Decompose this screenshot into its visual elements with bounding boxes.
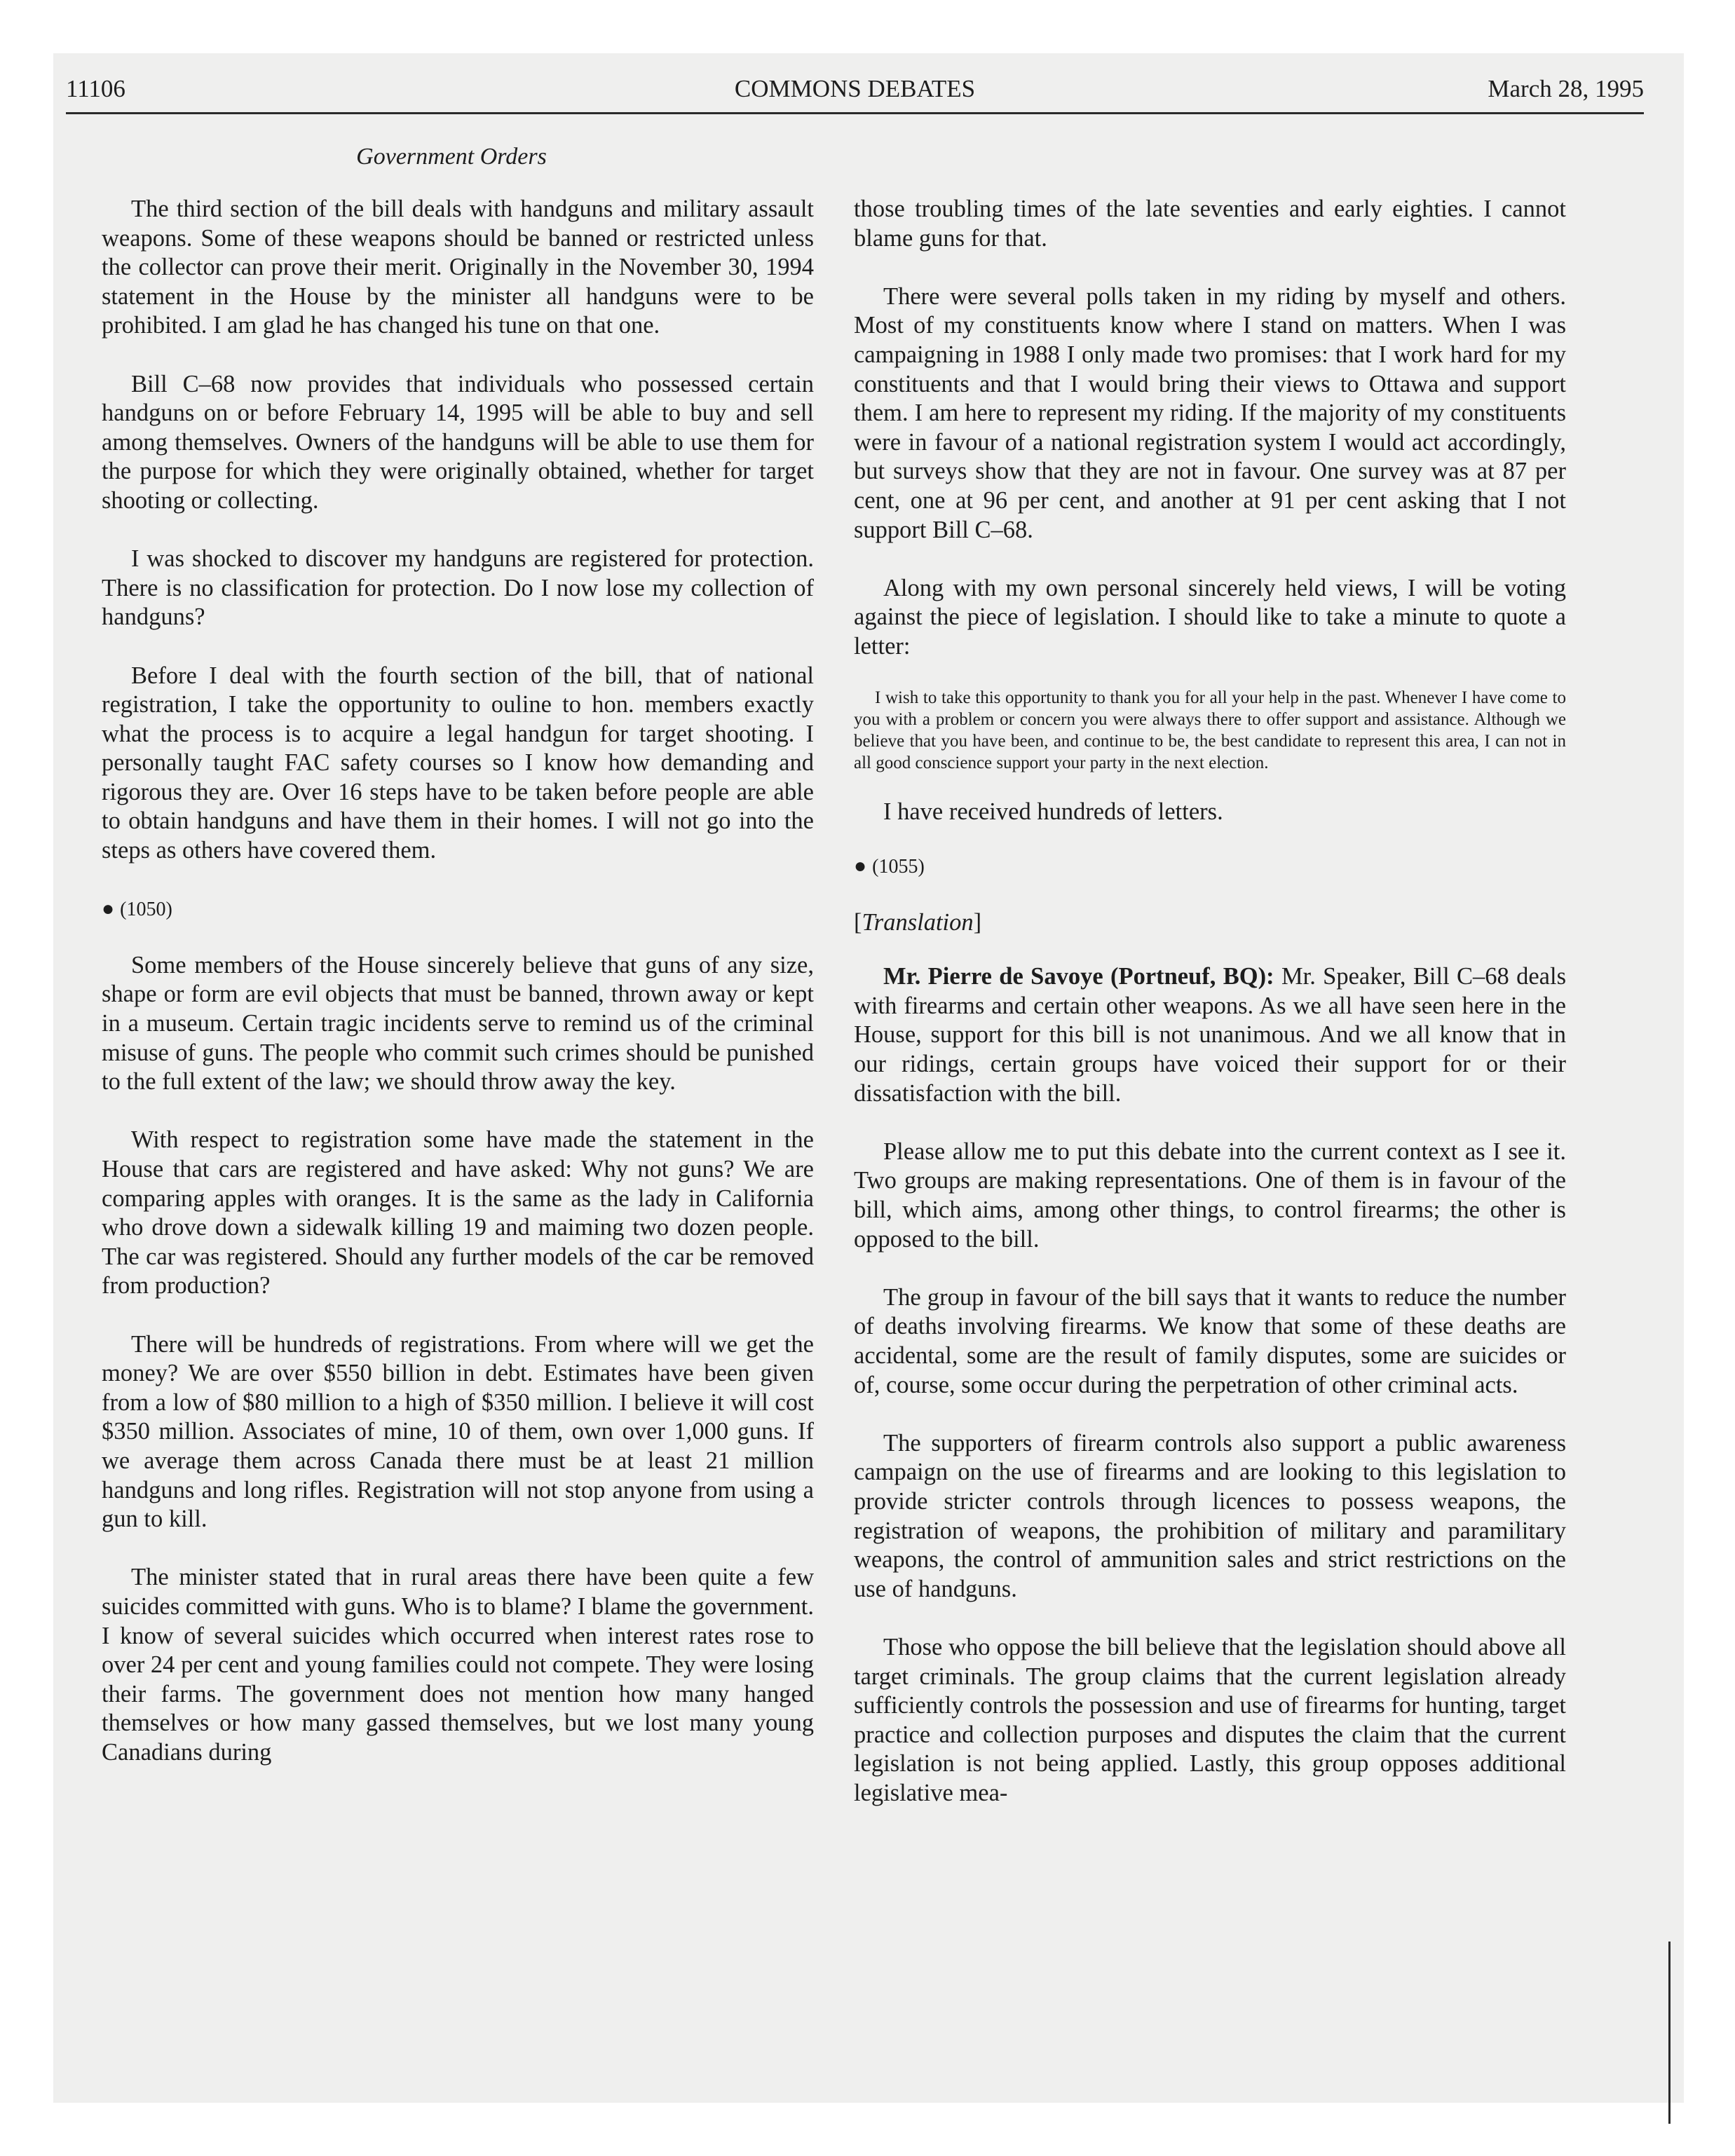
paragraph: With respect to registration some have made the statement in the House that cars are registered and have asked: Why not guns? We are comparing apples with oranges. It is the same as the lady in California who drove down a sidewalk killing 19 and maiming two dozen people. The car was registered. Should any further models of the car be removed from production? (102, 1126, 814, 1299)
time-marker: ● (1055) (854, 854, 925, 878)
left-column (102, 195, 814, 1796)
paragraph: The group in favour of the bill says that it wants to reduce the number of deaths involving firearms. We know that some of these deaths are accidental, some are the result of family disputes, some are suicides or of, course, some occur during the perpetration of other criminal acts. (854, 1283, 1566, 1398)
right-column (854, 195, 1566, 1837)
time-marker: ● (1050) (102, 897, 172, 921)
paragraph: The third section of the bill deals with handguns and military assault weapons. Some of these weapons should be banned or restricted unless the collector can prove their merit. Originally in the November 30, 1994 statement in the House by the minister all handguns were to be prohibited. I am glad he has changed his tune on that one. (102, 196, 814, 339)
section-label: Government Orders (356, 144, 547, 170)
paragraph: Before I deal with the fourth section of the bill, that of national registration, I take the opportunity to ouline to hon. members exactly what the process is to acquire a legal handgun for target shooting. I personally taught FAC safety courses so I know how demanding and rigorous they are. Over 16 steps have to be taken before people are able to obtain handguns and have them in their homes. I will not go into the steps as others have covered them. (102, 662, 814, 864)
header-rule (66, 112, 1644, 114)
paragraph: There were several polls taken in my riding by myself and others. Most of my constituents know where I stand on matters. When I was campaigning in 1988 I only made two promises: that I work hard for my constituents and that I would bring their views to Ottawa and support them. I am here to represent my riding. If the majority of my constituents were in favour of a national registration system I would act accordingly, but surveys show that they are not in favour. One survey was at 87 per cent, one at 96 per cent, and another at 91 per cent asking that I not support Bill C–68. (854, 282, 1566, 543)
paragraph: I was shocked to discover my handguns are registered for protection. There is no classification for protection. Do I now lose my collection of handguns? (102, 545, 814, 631)
paragraph: The supporters of firearm controls also support a public awareness campaign on the use of firearms and are looking to this legislation to provide stricter controls through licences to possess weapons, the registration of weapons, the prohibition of military and paramilitary weapons, the control of ammunition sales and strict restrictions on the use of handguns. (854, 1429, 1566, 1602)
paragraph: Along with my own personal sincerely held views, I will be voting against the piece of legislation. I should like to take a minute to quote a letter: (854, 574, 1566, 660)
paragraph: Some members of the House sincerely believe that guns of any size, shape or form are evil objects that must be banned, thrown away or kept in a museum. Certain tragic incidents serve to remind us of the criminal misuse of guns. The people who commit such crimes should be punished to the full extent of the law; we should throw away the key. (102, 951, 814, 1096)
speaker-name: Mr. Pierre de Savoye (Portneuf, BQ): (883, 963, 1274, 990)
paragraph: Those who oppose the bill believe that the legislation should above all target criminals. The group claims that the current legislation already sufficiently controls the possession and use of firearms for hunting, target practice and collection purposes and disputes the claim that the current legislation is not being applied. Lastly, this group opposes additional legislative mea- (854, 1633, 1566, 1806)
paragraph-continuation: those troubling times of the late seventies and early eighties. I cannot blame guns for that. (854, 196, 1566, 252)
publication-title: COMMONS DEBATES (734, 75, 976, 102)
bullet-icon: ● (102, 897, 115, 921)
paragraph: Bill C–68 now provides that individuals who possessed certain handguns on or before February 14, 1995 will be able to buy and sell among themselves. Owners of the handguns will be able to use them for the purpose for which they were originally obtained, whether for target shooting or collecting. (102, 370, 814, 514)
paragraph: Please allow me to put this debate into the current context as I see it. Two groups are making representations. One of them is in favour of the bill, which aims, among other things, to control firearms; the other is opposed to the bill. (854, 1138, 1566, 1253)
translation-marker: [Translation] (854, 908, 982, 936)
paragraph: I have received hundreds of letters. (883, 798, 1223, 825)
margin-rule (1668, 1942, 1671, 2124)
paragraph: There will be hundreds of registrations. From where will we get the money? We are over $550 billion in debt. Estimates have been given from a low of $80 million to a high of $350 million. I believe it will cost $350 million. Associates of mine, 10 of them, own over 1,000 guns. If we average them across Canada there must be at least 21 million handguns and long rifles. Registration will not stop anyone from using a gun to kill. (102, 1330, 814, 1533)
page-number: 11106 (66, 75, 125, 102)
header-date: March 28, 1995 (1488, 75, 1644, 102)
bullet-icon: ● (854, 854, 867, 878)
paragraph: The minister stated that in rural areas there have been quite a few suicides committed with guns. Who is to blame? I blame the government. I know of several suicides which occurred when interest rates rose to over 24 per cent and young families could not compete. They were losing their farms. The government does not mention how many hanged themselves or how many gassed themselves, but we lost many young Canadians during (102, 1564, 814, 1766)
speaker-paragraph: Mr. Pierre de Savoye (Portneuf, BQ): Mr. Speaker, Bill C–68 deals with firearms and certain other weapons. As we all have seen here in the House, support for this bill is not unanimous. And we all know that in our ridings, certain groups have voiced their support for or their dissatisfaction with the bill. (854, 963, 1566, 1107)
quoted-letter: I wish to take this opportunity to thank you for all your help in the past. Whenever I have come to you with a problem or concern you were always there to offer support and assistance. Although we believe that you have been, and continue to be, the best candidate to represent this area, I can not in all good conscience support your party in the next election. (854, 688, 1566, 772)
